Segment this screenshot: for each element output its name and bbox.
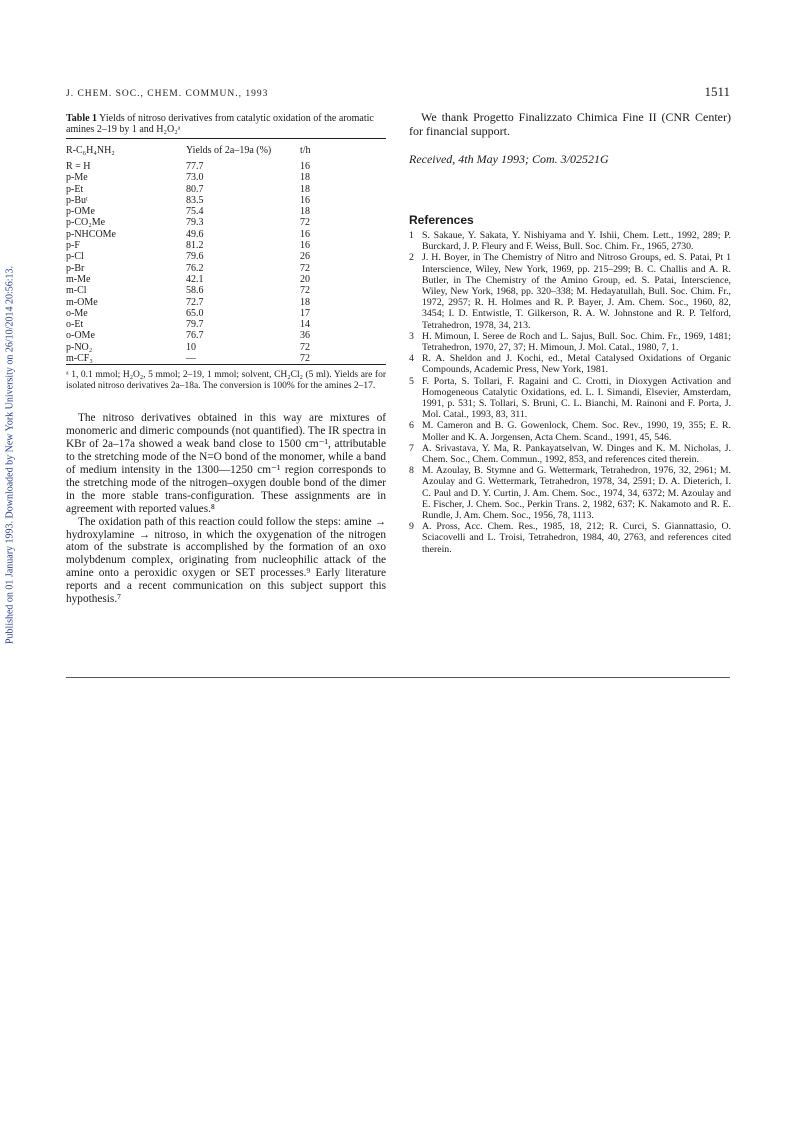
table-row xyxy=(66,353,386,364)
table-cell: 72 xyxy=(300,217,310,229)
table-cell: 75.4 xyxy=(186,206,204,218)
table-row xyxy=(66,229,386,240)
table-cell: p-NO₂ xyxy=(66,341,93,353)
table-cell: p-NHCOMe xyxy=(66,228,116,240)
table-row xyxy=(66,172,386,183)
acknowledgement: We thank Progetto Finalizzato Chimica Fine II (CNR Center) for financial support. xyxy=(409,110,731,138)
table-row xyxy=(66,184,386,195)
body-paragraph: The nitroso derivatives obtained in this way are mixtures of monomeric and dimeric compounds (not quantified). The IR spectra in KBr of 2a–17a showed a weak band close to 1500 cm⁻¹, attributable to the stretching mode of the N=O bond of the monomer, while a band of medium intensity in the 1300—1250 cm⁻¹ region corresponds to the stretching mode of the nitrogen–oxygen double bond of the dimer in the more stable trans-configuration. These assignments are in agreement with reported values.⁸ xyxy=(66,412,386,515)
table-cell: R = H xyxy=(66,161,91,172)
table-cell: 76.7 xyxy=(186,330,204,342)
table-cell: 81.2 xyxy=(186,240,204,252)
table-cell: p-Et xyxy=(66,183,84,195)
table-cell: 18 xyxy=(300,183,310,195)
table-row xyxy=(66,251,386,262)
table-header-row xyxy=(66,139,386,161)
reference-text: J. H. Boyer, in The Chemistry of Nitro and Nitroso Groups, ed. S. Patai, Pt 1 Interscience, Wiley, New York, 1969, pp. 215–299; B. C. Challis and A. R. Butler, in The Chemistry of the Amino Group, ed. S. Patai, Interscience, Wiley, New York, 1968, pp. 320–338; M. Hedayatullah, Bull. Soc. Chim. Fr., 1972, 2957; R. H. Holmes and R. P. Bayer, J. Am. Chem. Soc., 1960, 82, 3454; I. D. Entwistle, T. Gilkerson, R. A. W. Johnstone and R. P. Telford, Tetrahedron, 1978, 34, 213. xyxy=(422,252,731,331)
download-watermark xyxy=(2,265,18,645)
reference-text: M. Azoulay, B. Stymne and G. Wettermark, Tetrahedron, 1976, 32, 2961; M. Azoulay and G. Wettermark, Tetrahedron, 1978, 34, 2591; D. A. Dieterich, I. C. Paul and D. Y. Curtin, J. Am. Chem. Soc., 1974, 34, 6372; M. Azoulay and E. Fischer, J. Chem. Soc., Perkin Trans. 2, 1982, 637; K. Nakamoto and R. E. Rundle, J. Am. Chem. Soc., 1956, 78, 1113. xyxy=(422,465,731,522)
reference-item xyxy=(409,376,731,421)
reference-number: 2 xyxy=(409,252,414,264)
received-date: Received, 4th May 1993; Com. 3/02521G xyxy=(409,152,609,166)
table-cell: p-F xyxy=(66,240,80,252)
table-cell: 72 xyxy=(300,353,310,365)
reference-item xyxy=(409,230,731,252)
table-cell: 10 xyxy=(186,341,196,353)
reference-number: 7 xyxy=(409,442,414,454)
table-cell: o-Et xyxy=(66,319,84,331)
reference-number: 8 xyxy=(409,465,414,477)
table-cell: 79.7 xyxy=(186,319,204,331)
table-cell: 77.7 xyxy=(186,161,204,172)
table-row xyxy=(66,297,386,308)
reference-number: 3 xyxy=(409,330,414,342)
table-row xyxy=(66,240,386,251)
table-cell: 49.6 xyxy=(186,228,204,240)
reference-text: S. Sakaue, Y. Sakata, Y. Nishiyama and Y. Ishii, Chem. Lett., 1992, 289; P. Burckard, J. P. Fleury and F. Weiss, Bull. Soc. Chim. Fr., 1965, 2730. xyxy=(422,230,731,253)
table-caption-text: Yields of nitroso derivatives from catalytic oxidation of the aromatic amines 2–19 by 1 and H₂O₂ᵃ xyxy=(66,113,374,135)
table-cell: 17 xyxy=(300,307,310,319)
reference-number: 9 xyxy=(409,521,414,533)
reference-number: 5 xyxy=(409,375,414,387)
table-cell: p-Br xyxy=(66,262,85,274)
left-column xyxy=(66,113,386,606)
table-cell: 58.6 xyxy=(186,285,204,297)
table-cell: p-Me xyxy=(66,172,88,184)
reference-item xyxy=(409,443,731,465)
table-cell: m-OMe xyxy=(66,296,98,308)
yields-table xyxy=(66,139,386,364)
reference-item xyxy=(409,353,731,375)
reference-number: 6 xyxy=(409,420,414,432)
column-header: R-C₆H₄NH₂ xyxy=(66,145,115,156)
reference-number: 1 xyxy=(409,230,414,241)
table-cell: o-OMe xyxy=(66,330,95,342)
reference-item xyxy=(409,521,731,555)
table-cell: 72 xyxy=(300,285,310,297)
reference-text: A. Pross, Acc. Chem. Res., 1985, 18, 212; R. Curci, S. Giannattasio, O. Sciacovelli and L. Troisi, Tetrahedron, 1984, 40, 2763, and references cited therein. xyxy=(422,521,731,555)
table-cell: 79.6 xyxy=(186,251,204,263)
table-cell: 16 xyxy=(300,228,310,240)
references-heading: References xyxy=(409,213,474,227)
reference-item xyxy=(409,252,731,330)
table-cell: m-Cl xyxy=(66,285,87,297)
table-cell: 20 xyxy=(300,273,310,285)
table-footnote: ᵃ 1, 0.1 mmol; H₂O₂, 5 mmol; 2–19, 1 mmol; solvent, CH₂Cl₂ (5 ml). Yields are for isolated nitroso derivatives 2a–18a. The conversion is 100% for the amines 2–17. xyxy=(66,370,386,392)
table-cell: p-CO₂Me xyxy=(66,217,106,229)
table-cell: o-Me xyxy=(66,307,88,319)
reference-text: H. Mimoun, I. Seree de Roch and L. Sajus, Bull. Soc. Chim. Fr., 1969, 1481; Tetrahedron, 1970, 27, 37; H. Mimoun, J. Mol. Catal., 1980, 7, 1. xyxy=(422,330,731,354)
table-cell: 76.2 xyxy=(186,262,204,274)
table-row xyxy=(66,308,386,319)
reference-number: 4 xyxy=(409,353,414,365)
table-row xyxy=(66,263,386,274)
table-row xyxy=(66,285,386,296)
table-cell: m-CF₃ xyxy=(66,353,93,365)
table-cell: 18 xyxy=(300,172,310,184)
body-paragraph: The oxidation path of this reaction could follow the steps: amine → hydroxylamine → nitroso, in which the oxygenation of the nitrogen atom of the substrate is accomplished by the formation of an oxo molybdenum complex, originating from nucleophilic attack of the amine onto a peroxidic oxygen or SET processes.⁹ Early literature reports and a recent communication on this subject support this hypothesis.⁷ xyxy=(66,515,386,606)
column-header: Yields of 2a–19a (%) xyxy=(186,145,272,156)
table-cell: 42.1 xyxy=(186,273,204,285)
table-caption xyxy=(66,113,386,135)
running-head: J. CHEM. SOC., CHEM. COMMUN., 1993 xyxy=(66,89,269,99)
table-cell: 79.3 xyxy=(186,217,204,229)
table-cell: p-Buᵗ xyxy=(66,194,88,206)
table-row xyxy=(66,342,386,353)
table-row xyxy=(66,195,386,206)
table-cell: 18 xyxy=(300,206,310,218)
reference-item xyxy=(409,331,731,353)
table-cell: p-OMe xyxy=(66,206,95,218)
table-cell: 65.0 xyxy=(186,307,204,319)
table-row xyxy=(66,319,386,330)
references-list xyxy=(409,230,731,555)
table-cell: 72 xyxy=(300,341,310,353)
reference-item xyxy=(409,465,731,521)
table-body xyxy=(66,161,386,364)
table-row xyxy=(66,206,386,217)
column-header: t/h xyxy=(300,145,311,156)
table-cell: 16 xyxy=(300,161,310,172)
table-cell: m-Me xyxy=(66,273,91,285)
table-cell: 18 xyxy=(300,296,310,308)
page-number: 1511 xyxy=(704,84,730,99)
table-row xyxy=(66,217,386,228)
reference-text: M. Cameron and B. G. Gowenlock, Chem. Soc. Rev., 1990, 19, 355; E. R. Moller and K. A. Jorgensen, Acta Chem. Scand., 1991, 45, 546. xyxy=(422,420,731,443)
reference-item xyxy=(409,420,731,442)
table-cell: 16 xyxy=(300,194,310,206)
table-cell: 36 xyxy=(300,330,310,342)
download-watermark-text: Published on 01 January 1993. Downloaded by New York University on 26/10/2014 20:56:13. xyxy=(4,265,16,645)
table-cell: 80.7 xyxy=(186,183,204,195)
table-row xyxy=(66,161,386,172)
reference-text: R. A. Sheldon and J. Kochi, ed., Metal Catalysed Oxidations of Organic Compounds, Academic Press, New York, 1981. xyxy=(422,353,731,376)
table-cell: 72.7 xyxy=(186,296,204,308)
table-cell: 83.5 xyxy=(186,194,204,206)
table-cell: 72 xyxy=(300,262,310,274)
table-cell: 14 xyxy=(300,319,310,331)
table-bottom-rule xyxy=(66,364,386,365)
table-cell: 73.0 xyxy=(186,172,204,184)
right-column xyxy=(409,110,731,555)
table-label: Table 1 xyxy=(66,113,98,124)
table-cell: 26 xyxy=(300,251,310,263)
reference-text: A. Srivastava, Y. Ma, R. Pankayatselvan, W. Dinges and K. M. Nicholas, J. Chem. Soc., Chem. Commun., 1992, 853, and references cited therein. xyxy=(422,442,731,466)
table-cell: — xyxy=(186,353,196,365)
reference-text: F. Porta, S. Tollari, F. Ragaini and C. Crotti, in Dioxygen Activation and Homogeneous Catalytic Oxidations, ed. L. I. Simandi, Elsevier, Amsterdam, 1991, p. 531; S. Tollari, S. Bruni, C. L. Bianchi, M. Rainoni and F. Porta, J. Mol. Catal., 1993, 83, 311. xyxy=(422,375,731,421)
table-cell: p-Cl xyxy=(66,251,84,263)
table-row xyxy=(66,330,386,341)
page-bottom-rule xyxy=(66,677,730,678)
table-cell: 16 xyxy=(300,240,310,252)
table-row xyxy=(66,274,386,285)
